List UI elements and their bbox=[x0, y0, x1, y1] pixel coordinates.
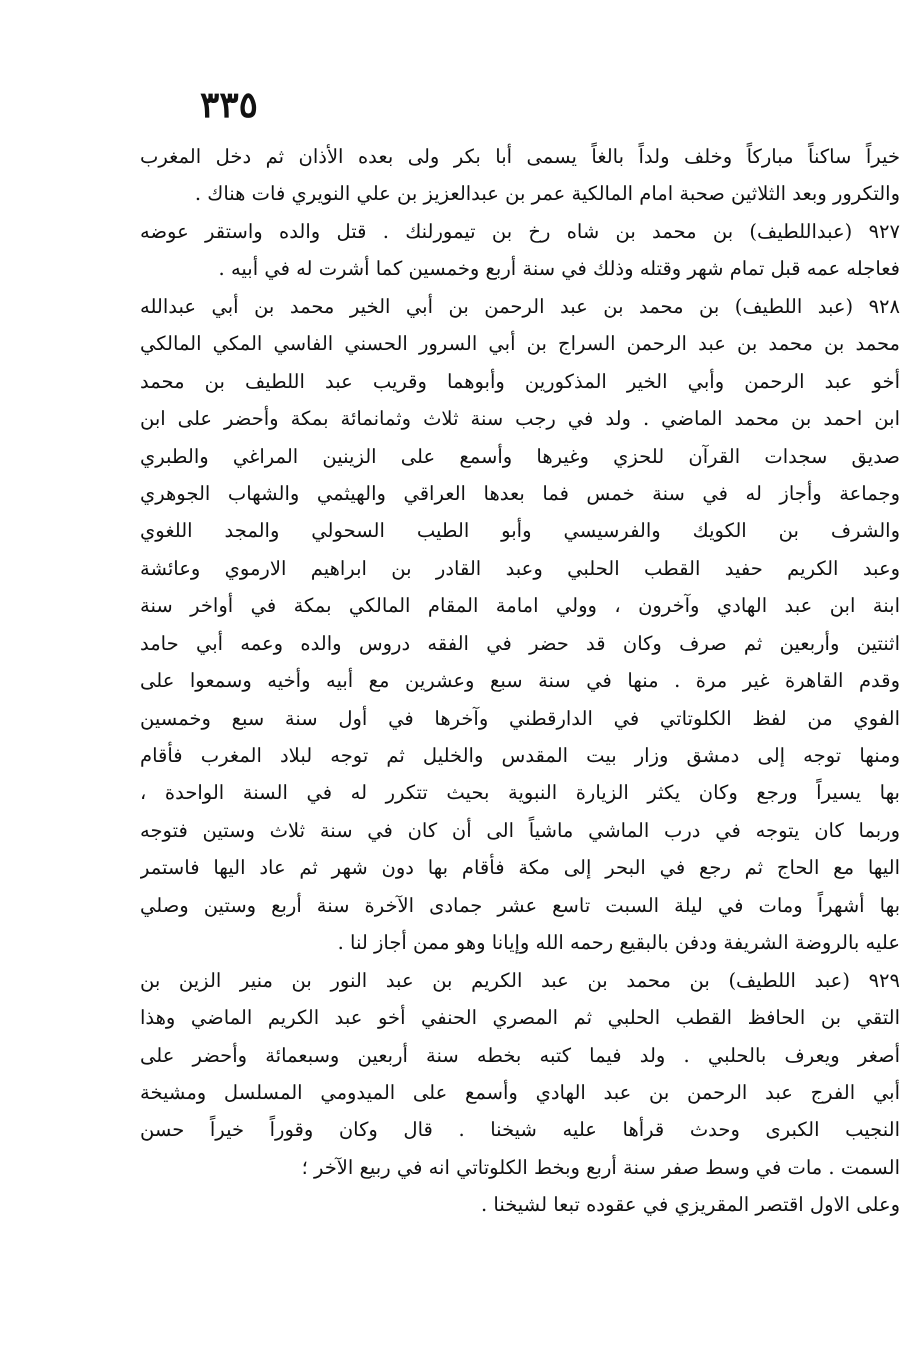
text-line: اليها مع الحاج ثم رجع في البحر إلى مكة فأقام بها دون شهر ثم عاد اليها فاستمر bbox=[140, 856, 900, 880]
text-line: والتكرور وبعد الثلاثين صحبة امام المالكية عمر بن عبدالعزيز بن علي النويري فات هناك . bbox=[194, 182, 900, 206]
text-line: ٩٢٨ (عبد اللطيف) بن محمد بن عبد الرحمن بن أبي الخير محمد بن أبي عبدالله bbox=[140, 294, 900, 318]
text-line: وقدم القاهرة غير مرة . منها في سنة سبع وعشرين مع أبيه وأخيه وسمعوا على bbox=[140, 669, 900, 693]
text-line: وعلى الاول اقتصر المقريزي في عقوده تبعا لشيخنا . bbox=[480, 1193, 900, 1217]
text-line: وجماعة وأجاز له في سنة خمس فما بعدها العراقي والهيثمي والشهاب الجوهري bbox=[140, 481, 900, 505]
page-number: ٣٣٥ bbox=[200, 84, 259, 126]
text-line: اثنتين وأربعين ثم صرف وكان قد حضر في الفقه دروس والده وعمه أبي حامد bbox=[140, 631, 900, 655]
text-line: وربما كان يتوجه في درب الماشي ماشياً الى أن كان في سنة ثلاث وستين فتوجه bbox=[140, 818, 900, 842]
text-line: ٩٢٧ (عبداللطيف) بن محمد بن شاه رخ بن تيمورلنك . قتل والده واستقر عوضه bbox=[140, 219, 900, 243]
text-line: فعاجله عمه قبل تمام شهر وقتله وذلك في سنة أربع وخمسين كما أشرت له في أبيه . bbox=[218, 257, 900, 281]
text-line: ٩٢٩ (عبد اللطيف) بن محمد بن عبد الكريم بن عبد النور بن منير الزين بن bbox=[140, 968, 900, 992]
page-body-text bbox=[140, 138, 900, 1224]
text-line: محمد بن محمد بن عبد الرحمن السراج بن أبي السرور الحسني الفاسي المكي المالكي bbox=[140, 332, 900, 356]
text-line: بها أشهراً ومات في ليلة السبت تاسع عشر جمادى الآخرة سنة أربع وستين وصلي bbox=[140, 893, 900, 917]
text-line: خيراً ساكناً مباركاً وخلف ولداً بالغاً يسمى أبا بكر ولى بعده الأذان ثم دخل المغرب bbox=[140, 145, 900, 168]
text-line: أخو عبد الرحمن وأبي الخير المذكورين وأبوهما وقريب عبد اللطيف بن محمد bbox=[140, 369, 900, 393]
text-line: التقي بن الحافظ القطب الحلبي ثم المصري الحنفي أخو عبد الكريم الماضي وهذا bbox=[140, 1006, 900, 1030]
text-line: ابنة ابن عبد الهادي وآخرون ، وولي امامة المقام المالكي بمكة في أواخر سنة bbox=[140, 594, 900, 618]
text-line: وعبد الكريم حفيد القطب الحلبي وعبد القادر بن ابراهيم الارموي وعائشة bbox=[140, 556, 900, 580]
text-line: أبي الفرج عبد الرحمن بن عبد الهادي وأسمع على الميدومي المسلسل ومشيخة bbox=[140, 1080, 900, 1104]
text-line: عليه بالروضة الشريفة ودفن بالبقيع رحمه الله وإيانا وهو ممن أجاز لنا . bbox=[337, 931, 900, 955]
text-line: ابن احمد بن محمد الماضي . ولد في رجب سنة ثلاث وثمانمائة بمكة وأحضر على ابن bbox=[140, 407, 900, 431]
text-line: أصغر ويعرف بالحلبي . ولد فيما كتبه بخطه سنة أربعين وسبعمائة وأحضر على bbox=[140, 1043, 900, 1067]
text-line: والشرف بن الكويك والفرسيسي وأبو الطيب السحولي والمجد اللغوي bbox=[140, 519, 900, 543]
text-line: بها يسيراً ورجع وكان يكثر الزيارة النبوية بحيث تتكرر له في السنة الواحدة ، bbox=[140, 781, 900, 805]
text-line: الفوي من لفظ الكلوتاتي في الدارقطني وآخرها في أول سنة سبع وخمسين bbox=[140, 706, 900, 730]
text-line: ومنها توجه إلى دمشق وزار بيت المقدس والخليل ثم توجه لبلاد المغرب فأقام bbox=[140, 744, 900, 767]
text-line: السمت . مات في وسط صفر سنة أربع وبخط الكلوتاتي انه في ربيع الآخر ؛ bbox=[301, 1155, 900, 1179]
text-line: النجيب الكبرى وحدث قرأها عليه شيخنا . قال وكان وقوراً خيراً حسن bbox=[140, 1118, 900, 1142]
text-line: صديق سجدات القرآن للحزي وغيرها وأسمع على الزينين المراغي والطبري bbox=[140, 444, 900, 468]
